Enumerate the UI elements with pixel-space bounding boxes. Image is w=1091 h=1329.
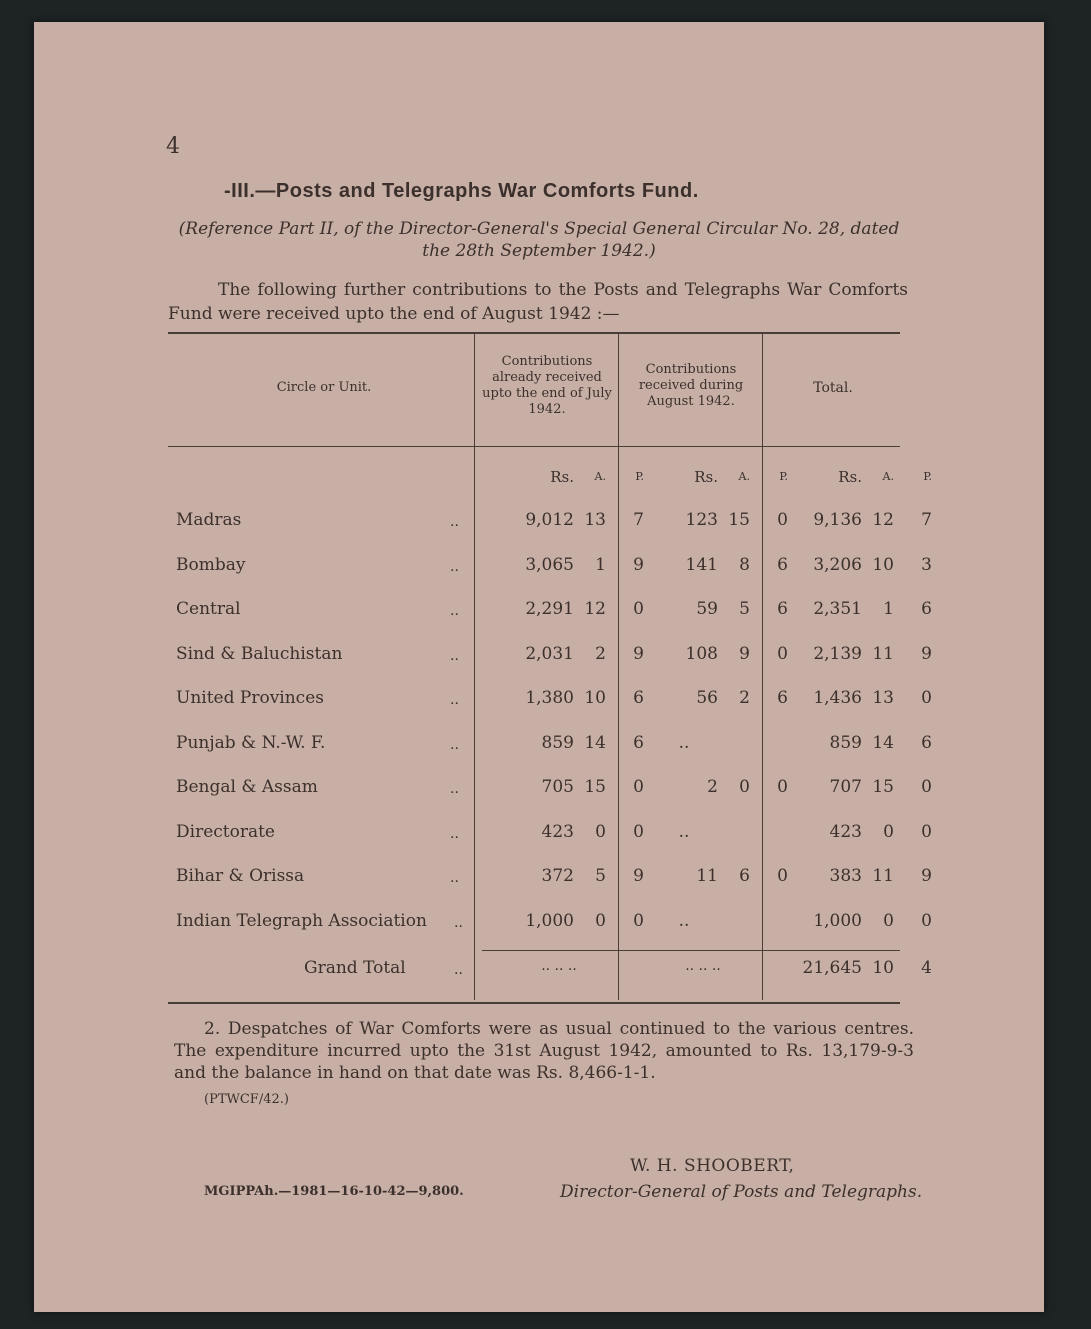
leader-dots: .. xyxy=(454,962,463,978)
row-label: Bombay xyxy=(176,555,246,575)
leader-dots: .. xyxy=(450,781,459,797)
table-cell-p: 0 xyxy=(633,822,644,842)
table-cell-a: 15 xyxy=(728,510,750,530)
table-cell-p: 6 xyxy=(921,733,932,753)
table-cell-p: 7 xyxy=(921,510,932,530)
table-cell-a: 14 xyxy=(584,733,606,753)
leader-dots: .. xyxy=(454,915,463,931)
row-label: Central xyxy=(176,599,241,619)
leader-dots: .. xyxy=(450,737,459,753)
table-cell-rs: 2,031 xyxy=(525,644,574,664)
table-cell-p: 0 xyxy=(921,777,932,797)
table-cell-p: 0 xyxy=(777,777,788,797)
table-cell-a: 12 xyxy=(584,599,606,619)
table-cell-a: 0 xyxy=(595,911,606,931)
table-cell-p: 6 xyxy=(777,599,788,619)
table-cell-p: 6 xyxy=(633,733,644,753)
unit-label-rs: Rs. xyxy=(694,468,718,486)
row-label: Bengal & Assam xyxy=(176,777,318,797)
signatory-name: W. H. SHOOBERT, xyxy=(630,1156,795,1176)
table-cell-empty: .. xyxy=(678,733,690,753)
table-cell-p: 6 xyxy=(921,599,932,619)
table-cell-p: 0 xyxy=(921,822,932,842)
table-cell-a: 13 xyxy=(584,510,606,530)
unit-label-a: A. xyxy=(882,470,894,483)
leader-dots: .. xyxy=(450,603,459,619)
leader-dots: .. xyxy=(450,648,459,664)
table-cell-p: 9 xyxy=(633,644,644,664)
table-cell-rs: 56 xyxy=(696,688,718,708)
table-cell-a: 2 xyxy=(595,644,606,664)
table-cell-rs: 11 xyxy=(696,866,718,886)
table-cell-rs: 423 xyxy=(829,822,862,842)
header-col1: Contributions already received upto the end of July 1942. xyxy=(482,354,612,417)
table-cell-a: 14 xyxy=(872,733,894,753)
signatory-title: Director-General of Posts and Telegraphs. xyxy=(560,1182,923,1202)
table-cell-rs: 707 xyxy=(829,777,862,797)
table-cell-a: 12 xyxy=(872,510,894,530)
table-cell-a: 15 xyxy=(872,777,894,797)
table-cell-p: 9 xyxy=(921,866,932,886)
table-cell-a: 0 xyxy=(739,777,750,797)
unit-label-a: A. xyxy=(738,470,750,483)
table-cell-p: 0 xyxy=(633,911,644,931)
table-cell-a: 10 xyxy=(584,688,606,708)
unit-label-rs: Rs. xyxy=(838,468,862,486)
table-cell-rs: 859 xyxy=(541,733,574,753)
table-cell-a: 0 xyxy=(595,822,606,842)
table-cell-rs: 2,351 xyxy=(813,599,862,619)
table-cell-a: 1 xyxy=(595,555,606,575)
grand-total-label: Grand Total xyxy=(304,958,406,978)
table-cell-p: 0 xyxy=(777,510,788,530)
unit-label-a: A. xyxy=(594,470,606,483)
table-cell-rs: 9,012 xyxy=(525,510,574,530)
row-label: Madras xyxy=(176,510,242,530)
reference-note: (Reference Part II, of the Director-General's Special General Circular No. 28, dated the 28th September 1942.) xyxy=(178,219,900,261)
unit-label-p: P. xyxy=(635,470,644,483)
table-cell-a: 11 xyxy=(872,644,894,664)
table-cell-rs: 9,136 xyxy=(813,510,862,530)
print-line: MGIPPAh.—1981—16-10-42—9,800. xyxy=(204,1184,464,1199)
leader-dots: .. xyxy=(450,870,459,886)
grand-total-a: 10 xyxy=(872,958,894,978)
table-bottom-rule xyxy=(168,1002,900,1004)
table-header-rule xyxy=(168,446,900,447)
row-label: United Provinces xyxy=(176,688,324,708)
leader-dots: .. xyxy=(450,559,459,575)
table-cell-a: 11 xyxy=(872,866,894,886)
column-divider xyxy=(618,334,619,1000)
column-divider xyxy=(474,334,475,1000)
table-cell-a: 5 xyxy=(595,866,606,886)
table-cell-a: 5 xyxy=(739,599,750,619)
table-cell-rs: 2 xyxy=(707,777,718,797)
table-cell-a: 9 xyxy=(739,644,750,664)
table-cell-rs: 383 xyxy=(829,866,862,886)
table-cell-p: 9 xyxy=(633,555,644,575)
table-cell-a: 2 xyxy=(739,688,750,708)
unit-label-p: P. xyxy=(779,470,788,483)
total-rule xyxy=(482,950,900,951)
row-label: Bihar & Orissa xyxy=(176,866,305,886)
unit-label-rs: Rs. xyxy=(550,468,574,486)
leader-dots: .. xyxy=(450,692,459,708)
document-title: -III.—Posts and Telegraphs War Comforts Fund. xyxy=(224,180,699,202)
table-cell-rs: 108 xyxy=(685,644,718,664)
intro-paragraph: The following further contributions to the Posts and Telegraphs War Comforts Fund were received upto the end of August 1942 :— xyxy=(168,280,908,324)
row-label: Sind & Baluchistan xyxy=(176,644,343,664)
table-cell-p: 3 xyxy=(921,555,932,575)
table-cell-rs: 2,291 xyxy=(525,599,574,619)
header-circle-unit: Circle or Unit. xyxy=(276,380,372,395)
table-cell-rs: 423 xyxy=(541,822,574,842)
table-cell-a: 10 xyxy=(872,555,894,575)
grand-total-col2: .. .. .. xyxy=(685,958,721,974)
table-cell-rs: 2,139 xyxy=(813,644,862,664)
table-cell-p: 0 xyxy=(633,599,644,619)
table-top-rule xyxy=(168,332,900,334)
leader-dots: .. xyxy=(450,514,459,530)
document-page xyxy=(34,22,1044,1312)
table-cell-rs: 3,206 xyxy=(813,555,862,575)
table-cell-p: 0 xyxy=(921,911,932,931)
table-cell-rs: 1,000 xyxy=(813,911,862,931)
table-cell-a: 13 xyxy=(872,688,894,708)
header-col2: Contributions received during August 1942. xyxy=(638,362,744,409)
header-col3: Total. xyxy=(813,380,853,396)
table-cell-empty: .. xyxy=(678,911,690,931)
table-cell-p: 9 xyxy=(921,644,932,664)
table-cell-p: 6 xyxy=(777,555,788,575)
grand-total-rs: 21,645 xyxy=(802,958,862,978)
row-label: Indian Telegraph Association xyxy=(176,911,427,931)
grand-total-p: 4 xyxy=(921,958,932,978)
table-cell-a: 0 xyxy=(883,911,894,931)
table-cell-a: 0 xyxy=(883,822,894,842)
table-cell-rs: 141 xyxy=(685,555,718,575)
table-cell-p: 0 xyxy=(777,866,788,886)
grand-total-col1: .. .. .. xyxy=(541,958,577,974)
table-cell-rs: 705 xyxy=(541,777,574,797)
table-cell-p: 0 xyxy=(921,688,932,708)
table-cell-rs: 1,380 xyxy=(525,688,574,708)
row-label: Punjab & N.-W. F. xyxy=(176,733,326,753)
table-cell-a: 8 xyxy=(739,555,750,575)
table-cell-a: 1 xyxy=(883,599,894,619)
table-cell-p: 6 xyxy=(777,688,788,708)
row-label: Directorate xyxy=(176,822,275,842)
table-cell-empty: .. xyxy=(678,822,690,842)
table-cell-rs: 372 xyxy=(541,866,574,886)
table-cell-rs: 3,065 xyxy=(525,555,574,575)
unit-label-p: P. xyxy=(923,470,932,483)
page-number: 4 xyxy=(166,134,186,159)
column-divider xyxy=(762,334,763,1000)
table-cell-p: 0 xyxy=(633,777,644,797)
table-cell-rs: 1,436 xyxy=(813,688,862,708)
table-cell-p: 6 xyxy=(633,688,644,708)
table-cell-p: 9 xyxy=(633,866,644,886)
table-cell-rs: 859 xyxy=(829,733,862,753)
table-cell-rs: 1,000 xyxy=(525,911,574,931)
leader-dots: .. xyxy=(450,826,459,842)
table-cell-rs: 59 xyxy=(696,599,718,619)
table-cell-a: 6 xyxy=(739,866,750,886)
table-cell-p: 7 xyxy=(633,510,644,530)
table-cell-p: 0 xyxy=(777,644,788,664)
file-code: (PTWCF/42.) xyxy=(204,1092,289,1107)
table-cell-a: 15 xyxy=(584,777,606,797)
table-cell-rs: 123 xyxy=(685,510,718,530)
paragraph-2: 2. Despatches of War Comforts were as usual continued to the various centres. The expenditure incurred upto the 31st August 1942, amounted to Rs. 13,179-9-3 and the balance in hand on that date was Rs. 8,466-1-1. xyxy=(174,1019,914,1083)
